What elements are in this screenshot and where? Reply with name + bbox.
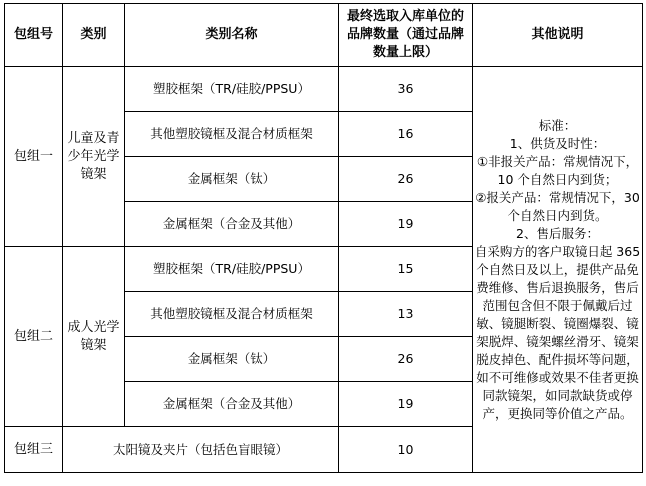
brand-count-cell: 19 (339, 202, 473, 247)
notes-delivery-title: 1、供货及时性： (509, 135, 606, 151)
category-name-cell: 金属框架（合金及其他） (125, 382, 339, 427)
header-brand-count: 最终选取入库单位的品牌数量（通过品牌数量上限） (339, 4, 473, 67)
brand-count-cell: 26 (339, 337, 473, 382)
category-name-cell: 塑胶框架（TR/硅胶/PPSU） (125, 67, 339, 112)
brand-count-cell: 19 (339, 382, 473, 427)
category-name-cell: 其他塑胶镜框及混合材质框架 (125, 112, 339, 157)
table-row (5, 67, 643, 112)
notes-after-sales-title: 2、售后服务： (516, 225, 599, 241)
category-name-cell: 其他塑胶镜框及混合材质框架 (125, 292, 339, 337)
category-name-cell: 太阳镜及夹片（包括色盲眼镜） (63, 427, 339, 473)
category-name-cell: 塑胶框架（TR/硅胶/PPSU） (125, 247, 339, 292)
group-two-category: 成人光学镜架 (63, 247, 125, 427)
notes-standard: 标准： (538, 117, 577, 133)
group-two-label: 包组二 (5, 247, 63, 427)
category-name-cell: 金属框架（合金及其他） (125, 202, 339, 247)
brand-count-cell: 15 (339, 247, 473, 292)
header-notes: 其他说明 (473, 4, 643, 67)
group-one-label: 包组一 (5, 67, 63, 247)
notes-customs: ②报关产品：常规情况下，30 个自然日内到货。 (475, 189, 640, 223)
category-name-cell: 金属框架（钛） (125, 157, 339, 202)
spec-table (4, 3, 643, 473)
notes-after-sales-detail: 自采购方的客户取镜日起 365 个自然日及以上，提供产品免费维修、售后退换服务，售后范围包含但不限于佩戴后过敏、镜腿断裂、镜圈爆裂、镜架脱焊、镜架螺丝滑牙、镜架脱皮掉色、配件损坏等问题，如不可维修或效果不佳者更换同款镜架，如同款缺货或停产，更换同等价值之产品。 (474, 243, 641, 421)
brand-count-cell: 13 (339, 292, 473, 337)
category-name-cell: 金属框架（钛） (125, 337, 339, 382)
group-three-label: 包组三 (5, 427, 63, 473)
notes-cell (473, 67, 643, 473)
header-category-name: 类别名称 (125, 4, 339, 67)
notes-non-customs: ①非报关产品：常规情况下，10 个自然日内到货； (476, 153, 639, 187)
header-group-no: 包组号 (5, 4, 63, 67)
header-category: 类别 (63, 4, 125, 67)
header-row (5, 4, 643, 67)
brand-count-cell: 36 (339, 67, 473, 112)
brand-count-cell: 26 (339, 157, 473, 202)
brand-count-cell: 16 (339, 112, 473, 157)
group-one-category: 儿童及青少年光学镜架 (63, 67, 125, 247)
brand-count-cell: 10 (339, 427, 473, 473)
